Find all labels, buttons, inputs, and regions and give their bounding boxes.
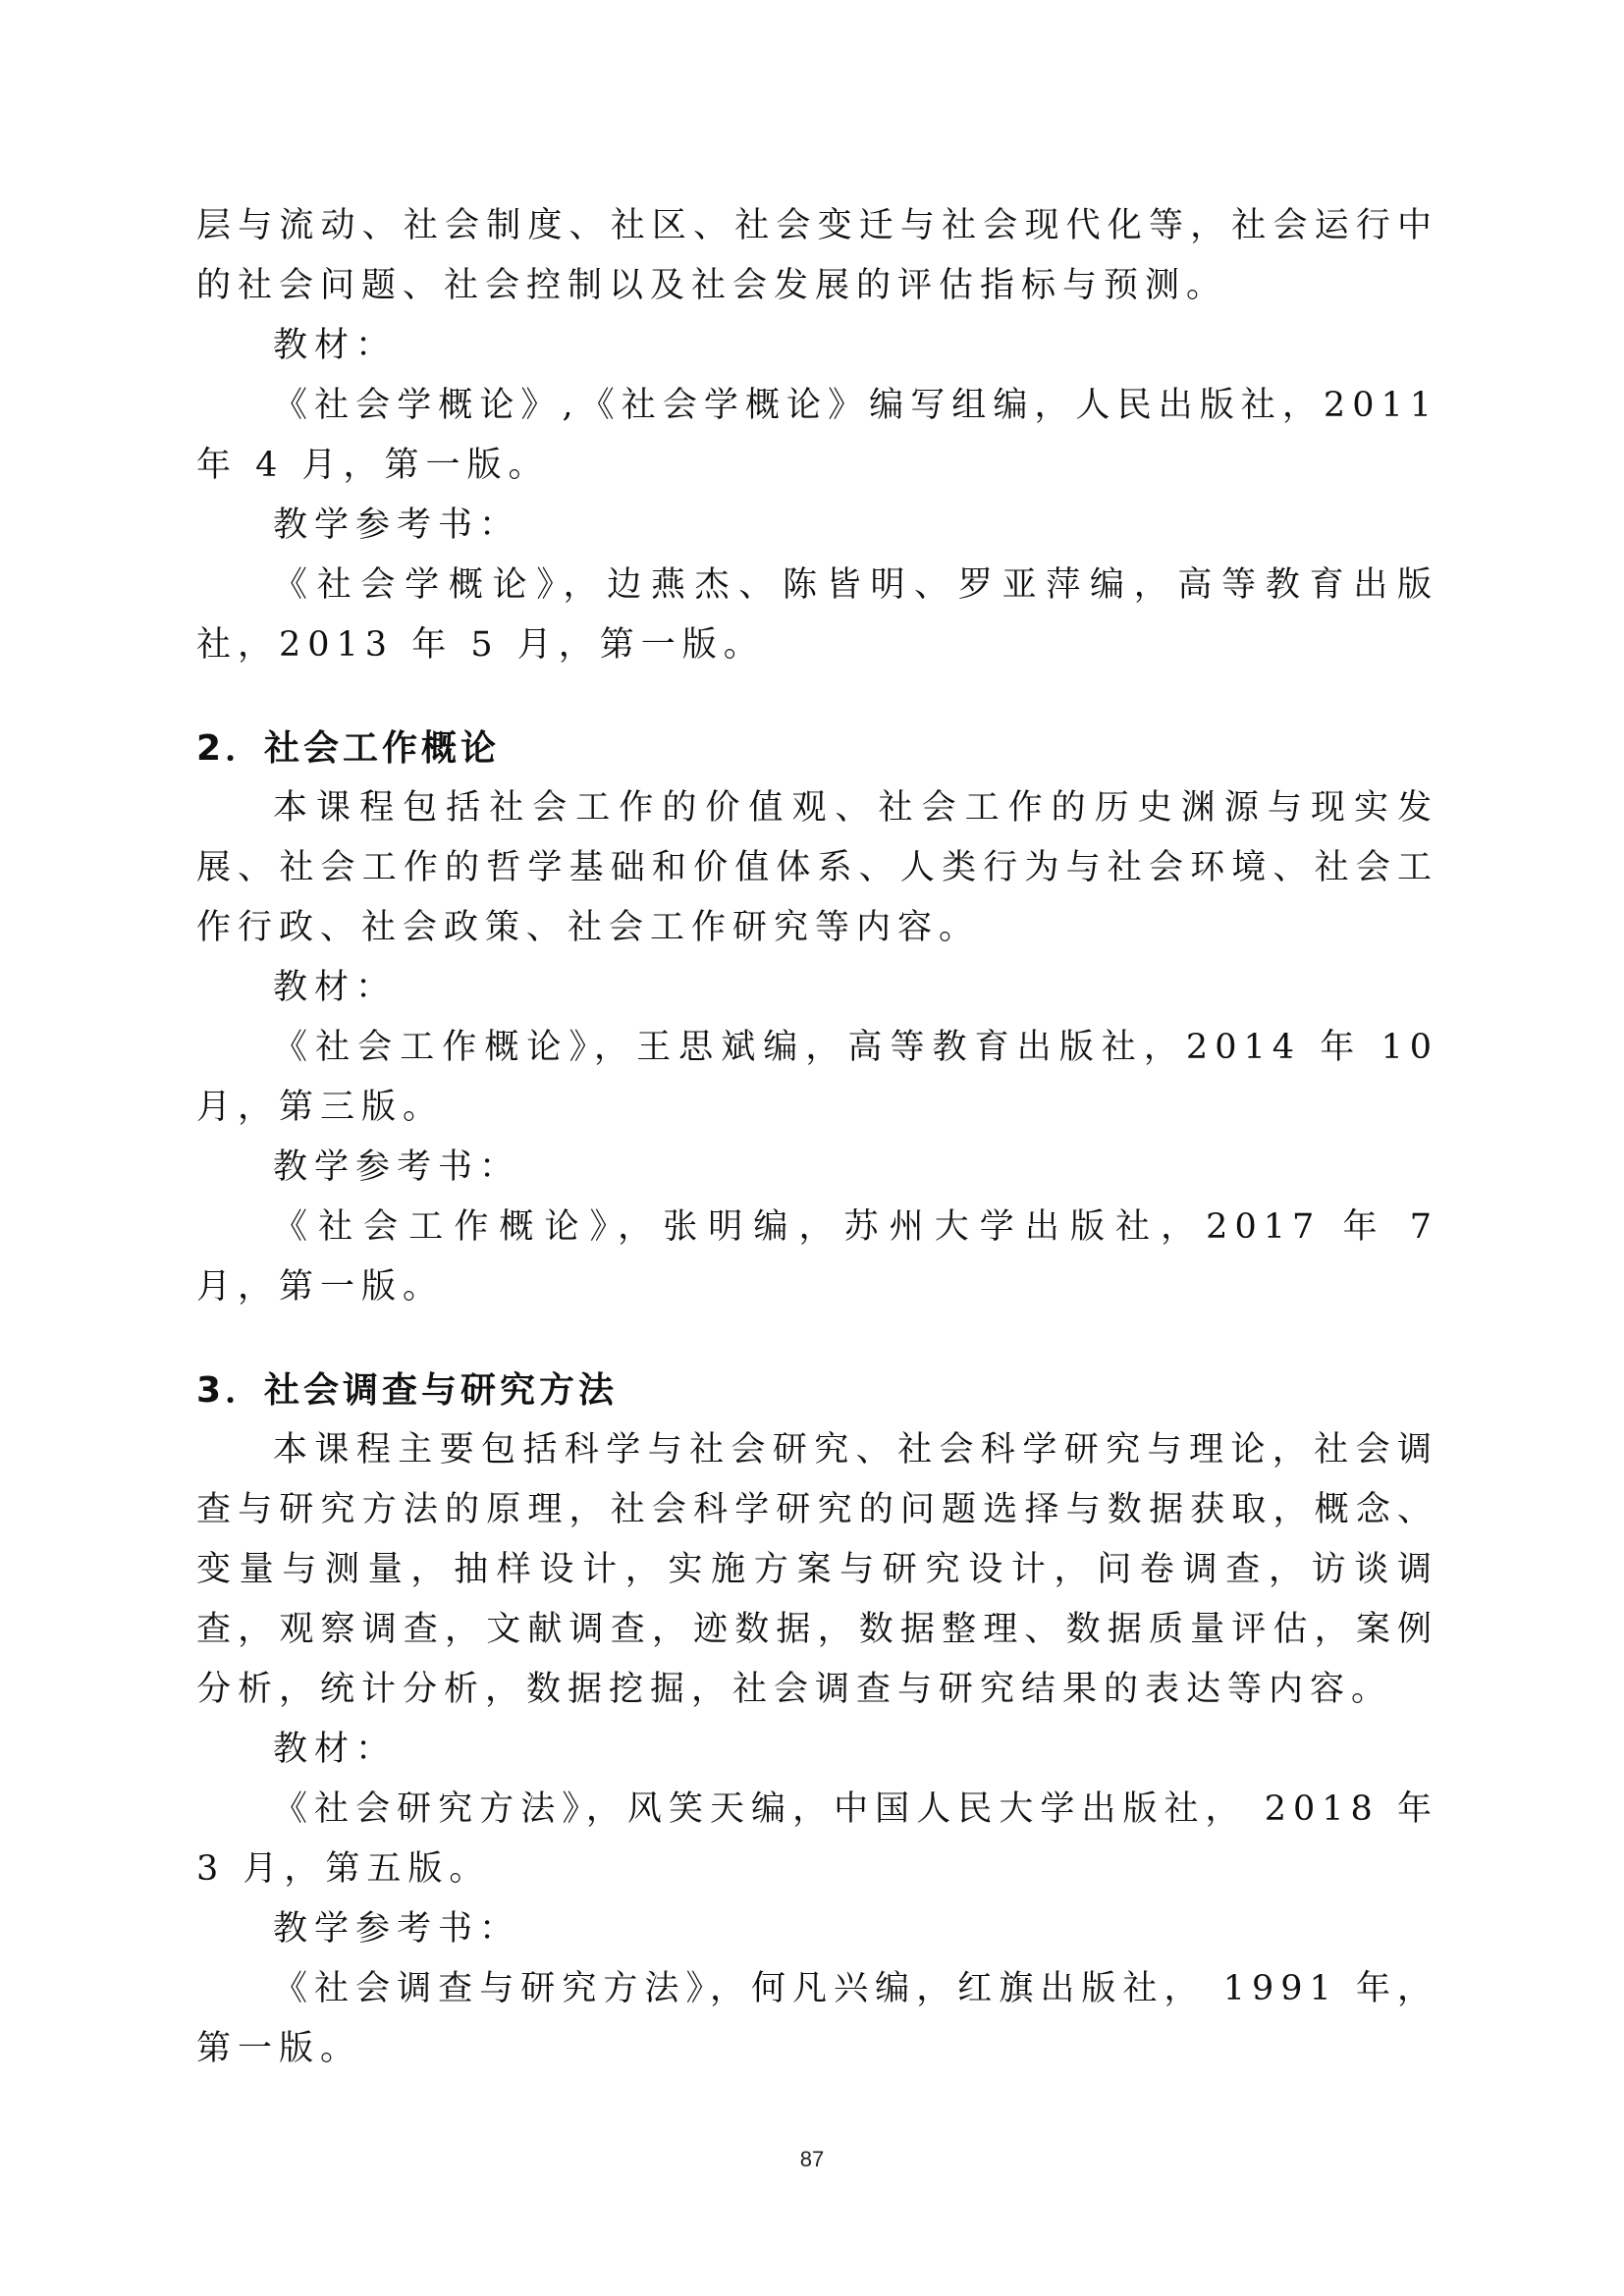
section3-heading: 3．社会调查与研究方法 xyxy=(196,1370,619,1411)
section3-description: 本课程主要包括科学与社会研究、社会科学研究与理论，社会调查与研究方法的原理，社会科学研究的问题选择与数据获取，概念、变量与测量，抽样设计，实施方案与研究设计，问卷调查，访谈调查，观察调查，文献调查，迹数据，数据整理、数据质量评估，案例分析，统计分析，数据挖掘，社会调查与研究结果的表达等内容。 xyxy=(196,1430,1438,1709)
section3-textbook-label: 教材： xyxy=(273,1730,398,1769)
section2-description: 本课程包括社会工作的价值观、社会工作的历史渊源与现实发展、社会工作的哲学基础和价值体系、人类行为与社会环境、社会工作行政、社会政策、社会工作研究等内容。 xyxy=(196,788,1438,947)
section3-textbook: 《社会研究方法》，风笑天编，中国人民大学出版社， 2018 年 3 月，第五版。 xyxy=(196,1789,1438,1889)
section3-reference-label: 教学参考书： xyxy=(273,1909,521,1949)
section1-textbook: 《社会学概论》,《社会学概论》编写组编，人民出版社，2011 年 4 月，第一版。 xyxy=(196,386,1438,485)
page-number: 87 xyxy=(799,2147,825,2171)
section3-reference: 《社会调查与研究方法》，何凡兴编，红旗出版社， 1991 年，第一版。 xyxy=(196,1969,1438,2068)
section1-textbook-label: 教材： xyxy=(273,326,398,365)
section1-reference-label: 教学参考书： xyxy=(273,506,521,545)
section1-continuation: 层与流动、社会制度、社区、社会变迁与社会现代化等，社会运行中的社会问题、社会控制以及社会发展的评估指标与预测。 xyxy=(196,206,1438,305)
section2-reference-label: 教学参考书： xyxy=(273,1148,521,1187)
section2-heading: 2．社会工作概论 xyxy=(196,728,501,769)
section1-reference: 《社会学概论》，边燕杰、陈皆明、罗亚萍编，高等教育出版社，2013 年 5 月，第一版。 xyxy=(196,565,1438,665)
section2-reference: 《社会工作概论》，张明编，苏州大学出版社，2017 年 7 月，第一版。 xyxy=(196,1207,1438,1307)
section2-textbook: 《社会工作概论》，王思斌编，高等教育出版社，2014 年 10 月，第三版。 xyxy=(196,1028,1438,1127)
page-content xyxy=(196,196,1438,2079)
section2-textbook-label: 教材： xyxy=(273,968,398,1007)
